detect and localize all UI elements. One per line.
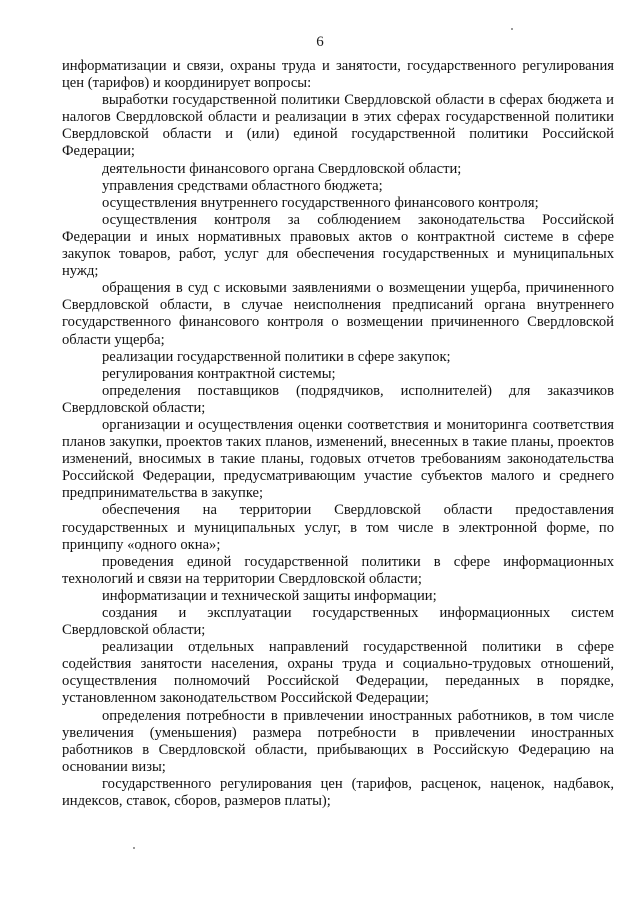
paragraph-continuation: информатизации и связи, охраны труда и занятости, государственного регулирования цен (тарифов) и координирует вопросы: (62, 58, 614, 92)
paragraph-internal-control: осуществления внутреннего государственного финансового контроля; (102, 194, 539, 211)
paragraph-employment-policy: реализации отдельных направлений государственной политики в сфере содействия занятости населения, охраны труда и социально-трудовых отношений, осуществления полномочий Российской Федерации, переданных в порядке, установленном законодательством Российской Федерации; (62, 639, 614, 707)
paragraph-price-regulation: государственного регулирования цен (тарифов, расценок, наценок, надбавок, индексов, ставок, сборов, размеров платы); (62, 775, 614, 810)
scan-speck (133, 847, 135, 849)
paragraph-budget-policy: выработки государственной политики Свердловской области в сферах бюджета и налогов Свердловской области и реализации в этих сферах государственной политики Свердловской области и (или) единой государственной политики Российской Федерации; (62, 92, 614, 160)
paragraph-court-claims: обращения в суд с исковыми заявлениями о возмещении ущерба, причиненного Свердловской области, в случае неисполнения предписаний органа внутреннего государственного финансового контроля о возмещении причиненного Свердловской области ущерба; (62, 280, 614, 348)
paragraph-conformity-assessment: организации и осуществления оценки соответствия и мониторинга соответствия планов закупки, проектов таких планов, изменений, внесенных в такие планы, проектов изменений, вносимых в такие планы, годовых отчетов требованиям законодательства Российской Федерации, предусматривающим участие субъектов малого и среднего предпринимательства в закупке; (62, 416, 614, 502)
paragraph-budget-funds: управления средствами областного бюджета; (102, 177, 383, 194)
paragraph-it-policy: проведения единой государственной политики в сфере информационных технологий и связи на территории Свердловской области; (62, 553, 614, 587)
paragraph-information-systems: создания и эксплуатации государственных информационных систем Свердловской области; (62, 605, 614, 639)
paragraph-procurement-policy: реализации государственной политики в сфере закупок; (102, 348, 451, 365)
page-number: 6 (316, 34, 324, 50)
paragraph-financial-body: деятельности финансового органа Свердловской области; (102, 160, 462, 177)
paragraph-foreign-workers: определения потребности в привлечении иностранных работников, в том числе увеличения (уменьшения) размера потребности в привлечении иностранных работников в Свердловской области, прибывающих в Российскую Федерацию на основании визы; (62, 707, 614, 775)
paragraph-contract-control: осуществления контроля за соблюдением законодательства Российской Федерации и иных нормативных правовых актов о контрактной системе в сфере закупок товаров, работ, услуг для обеспечения государственных и муниципальных нужд; (62, 211, 614, 280)
document-body (62, 58, 614, 810)
paragraph-informatization: информатизации и технической защиты информации; (102, 587, 437, 604)
paragraph-public-services: обеспечения на территории Свердловской области предоставления государственных и муниципальных услуг, в том числе в электронной форме, по принципу «одного окна»; (62, 502, 614, 553)
paragraph-suppliers: определения поставщиков (подрядчиков, исполнителей) для заказчиков Свердловской области; (62, 382, 614, 416)
paragraph-contract-system: регулирования контрактной системы; (102, 365, 336, 382)
scan-speck (511, 28, 513, 30)
